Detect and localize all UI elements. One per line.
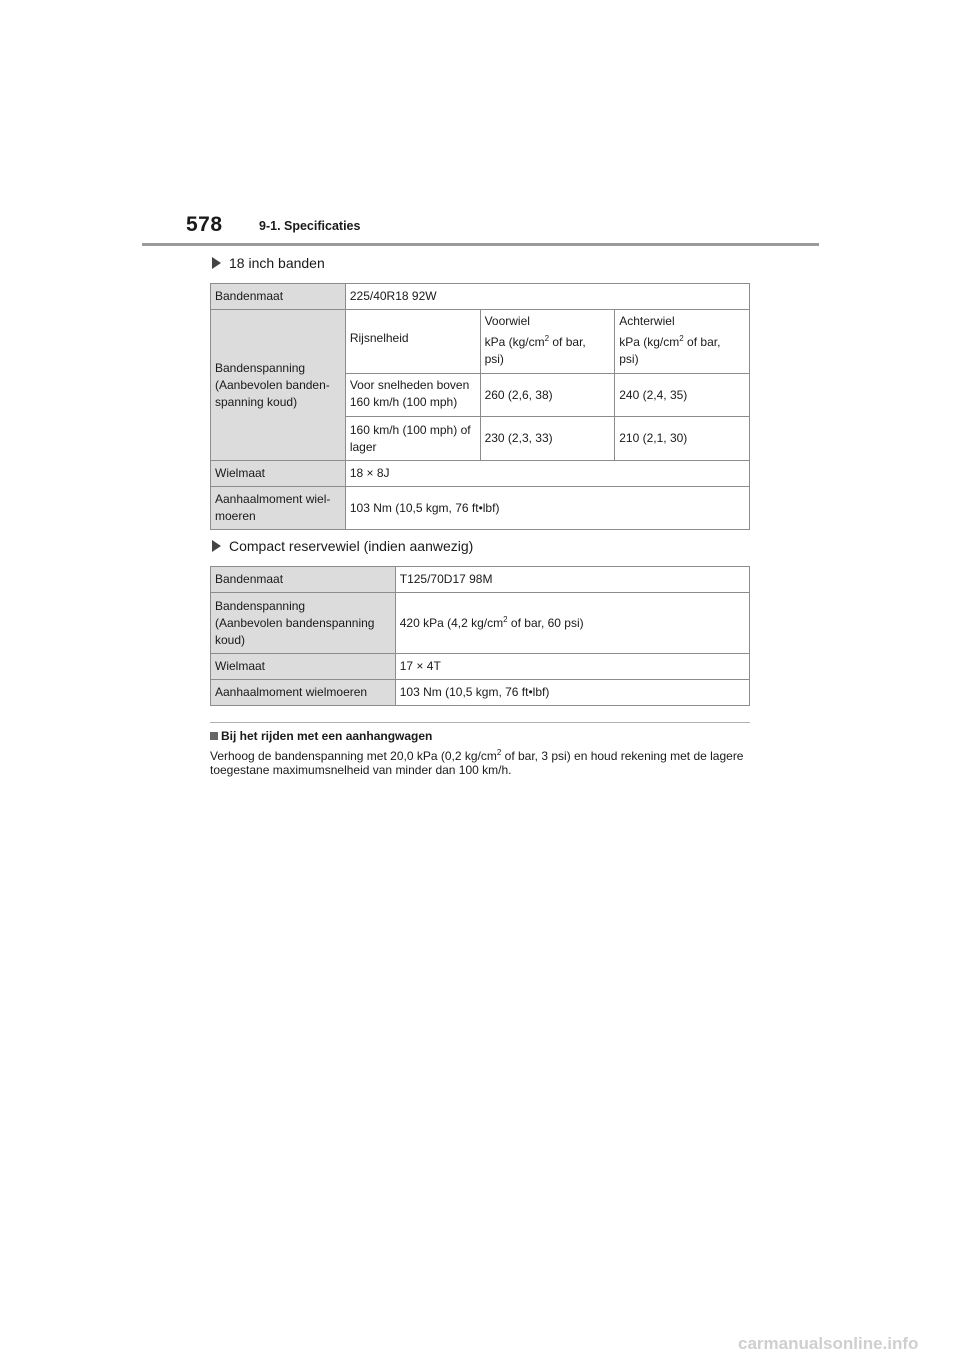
subheading-text: 18 inch banden — [229, 255, 325, 271]
torque-value: 103 Nm (10,5 kgm, 76 ft•lbf) — [345, 487, 749, 530]
wheel-size-value: 17 × 4T — [395, 654, 749, 680]
front-wheel-header — [480, 310, 615, 374]
table-row — [211, 680, 750, 706]
header-divider — [142, 243, 819, 246]
table-row — [211, 654, 750, 680]
note-body: Verhoog de bandenspanning met 20,0 kPa (0,2 $kg/cm^2$ of bar, 3 psi) en houd rekening met de lagere toegestane maximumsnelheid van minder dan 100 km/h. — [210, 748, 744, 777]
tire-size-label: Bandenmaat — [211, 284, 346, 310]
front-pressure-below: 230 (2,3, 33) — [480, 417, 615, 461]
torque-label: Aanhaalmoment wielmoeren — [211, 680, 396, 706]
note-title: Bij het rijden met een aanhangwagen — [221, 729, 433, 743]
table-row — [211, 284, 750, 310]
subheading-18-inch — [212, 255, 325, 271]
rear-pressure-below: 210 (2,1, 30) — [615, 417, 750, 461]
triangle-bullet-icon — [212, 257, 221, 269]
table-row — [211, 461, 750, 487]
subheading-text: Compact reservewiel (indien aanwezig) — [229, 538, 474, 554]
table-row — [211, 310, 750, 374]
header-title: Achterwiel — [619, 314, 675, 328]
wheel-size-value: 18 × 8J — [345, 461, 749, 487]
note-divider — [210, 722, 750, 723]
tire-size-value: T125/70D17 98M — [395, 567, 749, 593]
speed-above: Voor snelheden boven 160 km/h (100 mph) — [345, 374, 480, 417]
wheel-size-label: Wielmaat — [211, 654, 396, 680]
tire-spec-table-compact-spare — [210, 566, 750, 706]
tire-spec-table-18-inch — [210, 283, 750, 530]
tire-pressure-label — [211, 310, 346, 461]
rear-pressure-above: 240 (2,4, 35) — [615, 374, 750, 417]
torque-label: Aanhaalmoment wiel- moeren — [211, 487, 346, 530]
label-line: spanning koud) — [215, 394, 298, 409]
tire-size-label: Bandenmaat — [211, 567, 396, 593]
table-row — [211, 593, 750, 654]
table-row — [211, 567, 750, 593]
watermark: carmanualsonline.info — [738, 1334, 919, 1353]
header-title: Voorwiel — [484, 314, 530, 328]
section-title: 9-1. Specificaties — [259, 219, 361, 233]
tire-pressure-label: Bandenspanning (Aanbevolen bandenspanning koud) — [211, 593, 396, 654]
triangle-bullet-icon — [212, 540, 221, 552]
unit-text: kPa ($kg/cm^2$ of bar, — [484, 334, 586, 349]
label-line: Bandenspanning — [215, 360, 306, 375]
rear-wheel-header — [615, 310, 750, 374]
note-heading — [210, 729, 432, 743]
speed-below: 160 km/h (100 mph) of lager — [345, 417, 480, 461]
speed-header: Rijsnelheid — [345, 310, 480, 374]
tire-pressure-value: 420 kPa (4,2 $kg/cm^2$ of bar, 60 psi) — [395, 593, 749, 654]
wheel-size-label: Wielmaat — [211, 461, 346, 487]
unit-text: psi) — [484, 352, 504, 366]
label-line: (Aanbevolen banden- — [215, 377, 330, 392]
subheading-compact-spare — [212, 538, 473, 554]
front-pressure-above: 260 (2,6, 38) — [480, 374, 615, 417]
unit-text: psi) — [619, 352, 639, 366]
square-bullet-icon — [210, 732, 218, 740]
torque-value: 103 Nm (10,5 kgm, 76 ft•lbf) — [395, 680, 749, 706]
page-number: 578 — [186, 213, 223, 236]
table-row — [211, 487, 750, 530]
tire-size-value: 225/40R18 92W — [345, 284, 749, 310]
unit-text: kPa ($kg/cm^2$ of bar, — [619, 334, 721, 349]
